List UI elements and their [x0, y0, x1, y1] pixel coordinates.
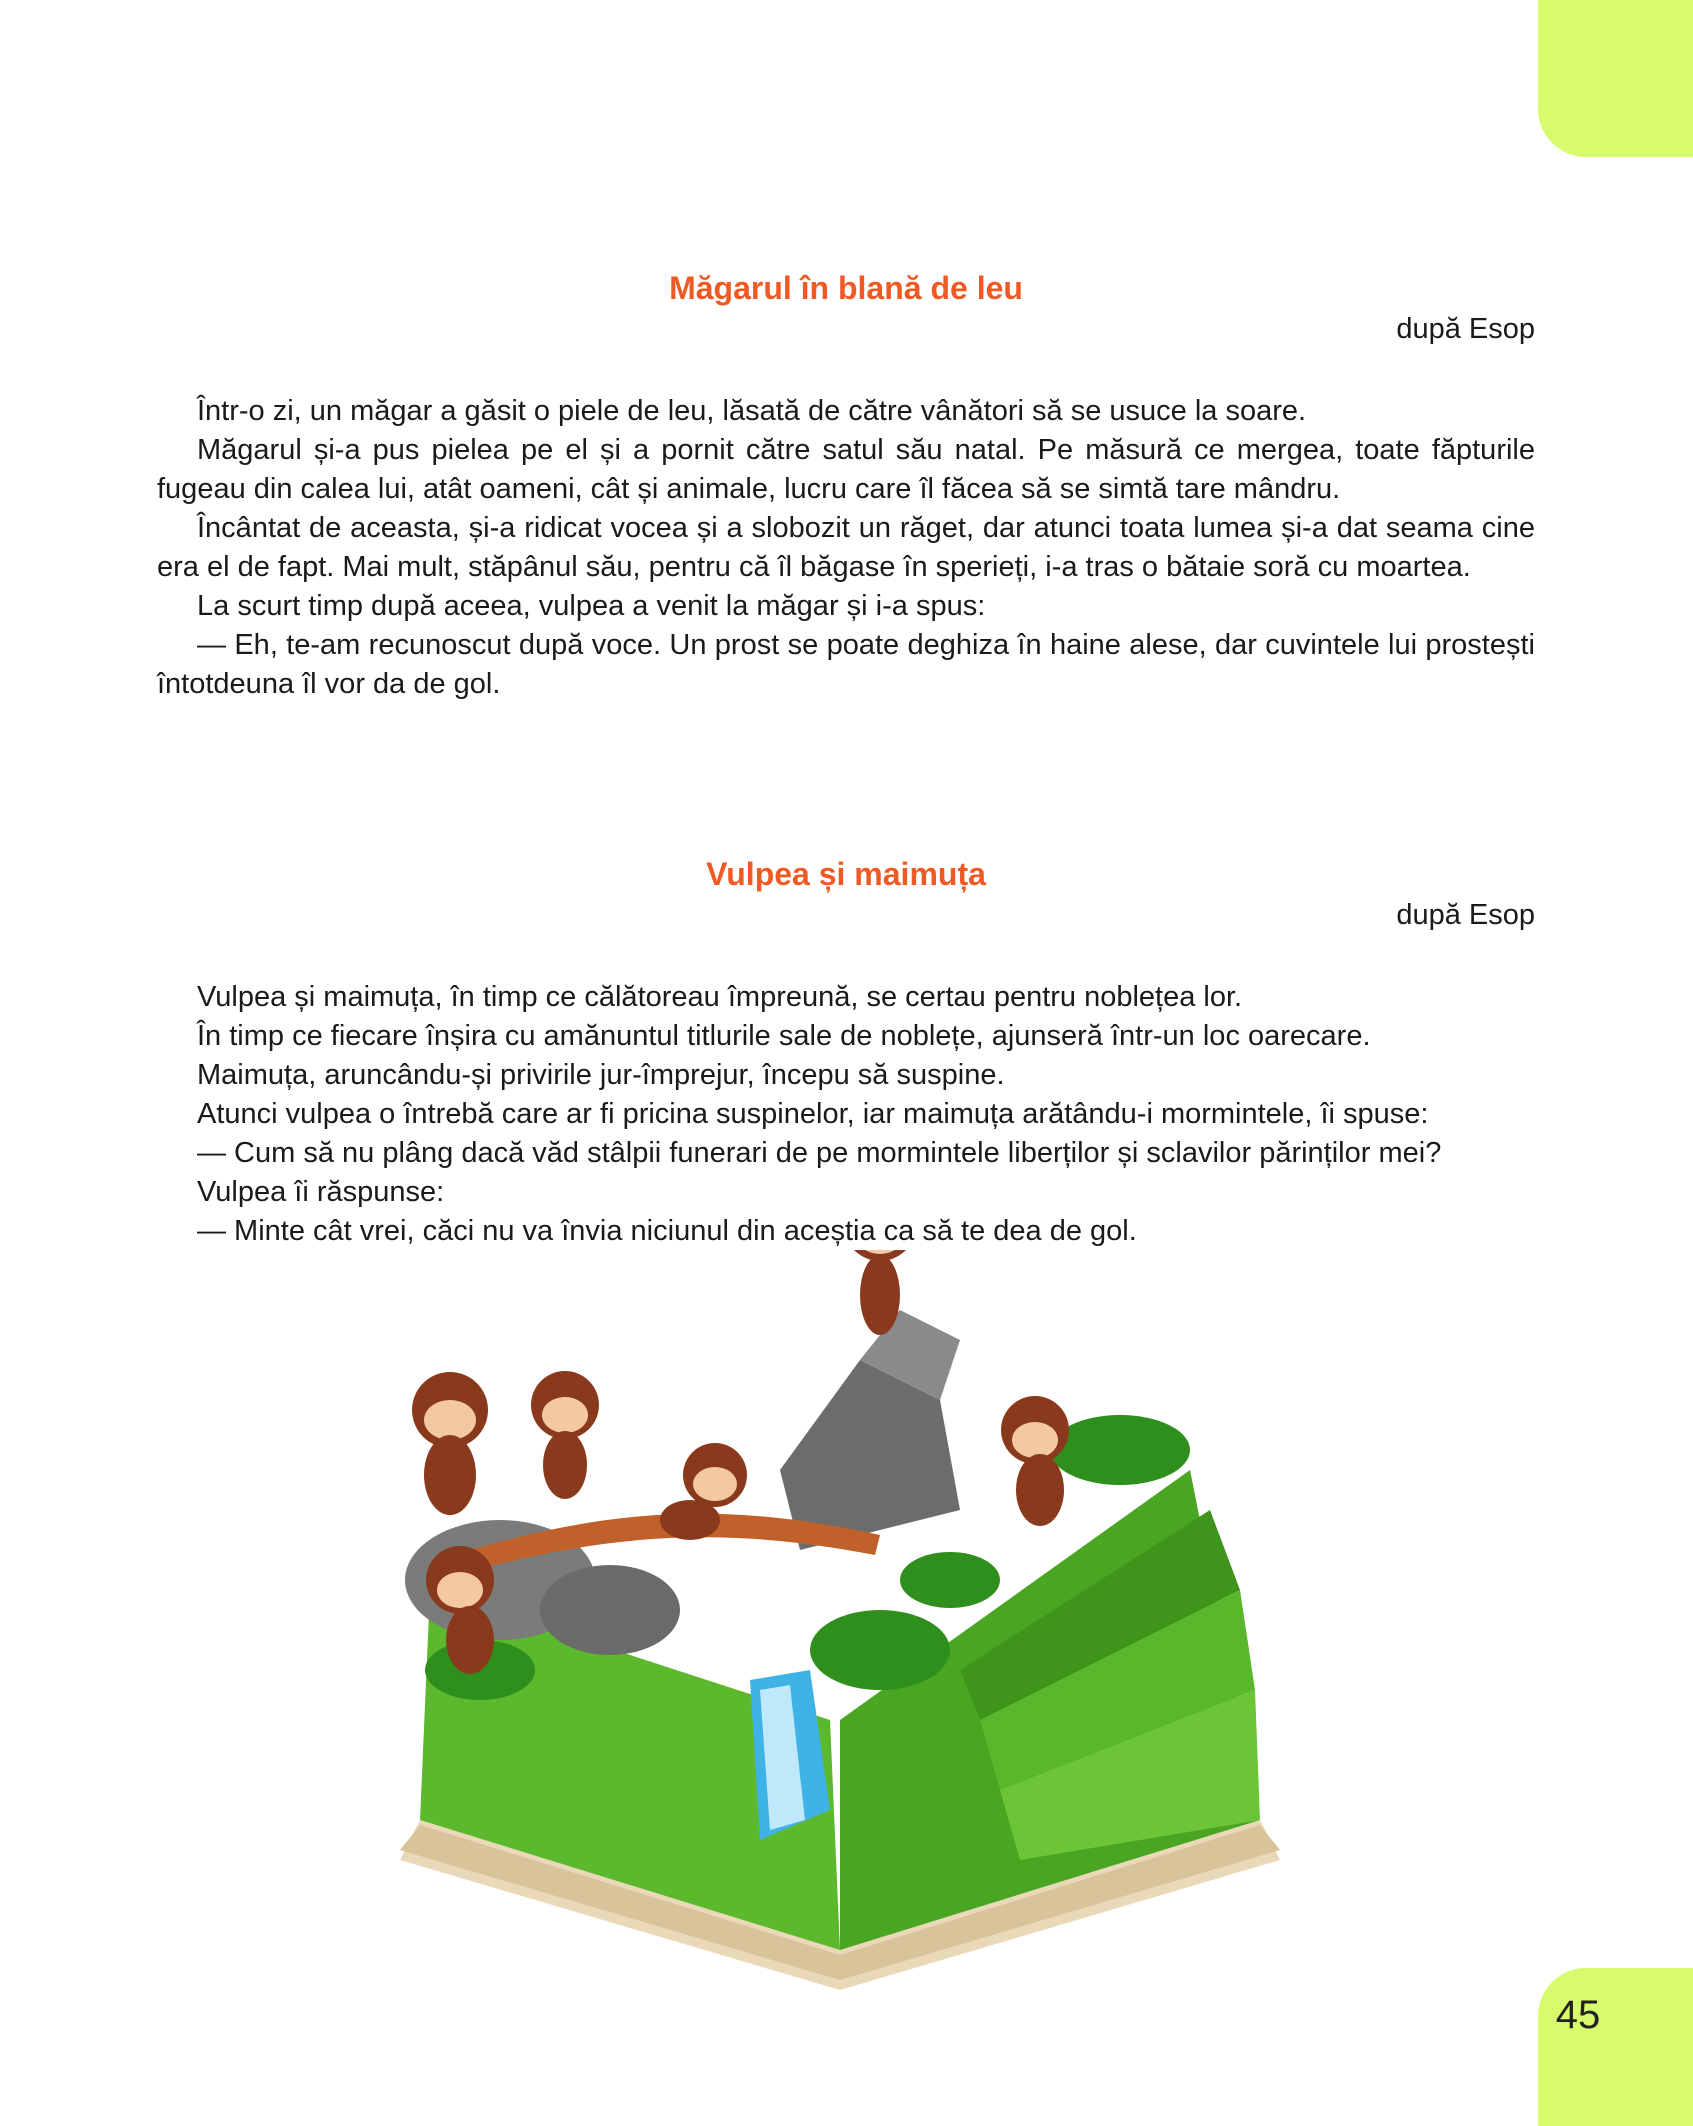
paragraph: Vulpea și maimuța, în timp ce călătoreau împreună, se certau pentru noblețea lor.: [197, 981, 1243, 1013]
story-title: Măgarul în blană de leu: [669, 270, 1023, 306]
pop-up-book-monkeys-illustration: [360, 1250, 1340, 1990]
paragraph: Într-o zi, un măgar a găsit o piele de leu, lăsată de către vânători să se usuce la soare.: [197, 395, 1307, 427]
story-body: [157, 978, 1535, 1251]
paragraph: La scurt timp după aceea, vulpea a venit la măgar și i-a spus:: [197, 590, 986, 622]
monkey-icon: [412, 1372, 488, 1515]
paragraph: Măgarul și-a pus pielea pe el și a pornit către satul său natal. Pe măsură ce mergea, toate făpturile fugeau din calea lui, atât oameni, cât și animale, lucru care îl făcea să se simtă tare mândru.: [157, 434, 1535, 505]
paragraph: — Minte cât vrei, căci nu va învia niciunul din aceștia ca să te dea de gol.: [197, 1215, 1137, 1247]
paragraph: Maimuța, aruncându-și privirile jur-împrejur, începu să suspine.: [197, 1059, 1005, 1091]
corner-tab-top: [1538, 0, 1693, 157]
story-magarul: [157, 268, 1535, 704]
story-author: după Esop: [1396, 313, 1535, 345]
paragraph: În timp ce fiecare înșira cu amănuntul titlurile sale de noblețe, ajunseră într-un loc oarecare.: [197, 1020, 1371, 1052]
paragraph: Vulpea îi răspunse:: [197, 1176, 445, 1208]
story-author: după Esop: [1396, 899, 1535, 931]
story-body: [157, 392, 1535, 704]
monkey-icon: [531, 1371, 599, 1499]
paragraph: Încântat de aceasta, și-a ridicat vocea și a slobozit un răget, dar atunci toata lumea și-a dat seama cine era el de fapt. Mai mult, stăpânul său, pentru că îl băgase în sperieți, i-a tras o bătaie soră cu moartea.: [157, 512, 1535, 583]
story-vulpea: [157, 854, 1535, 1251]
page-number: 45: [1555, 1993, 1601, 2037]
paragraph: Atunci vulpea o întrebă care ar fi pricina suspinelor, iar maimuța arătându-i mormintele, îi spuse:: [197, 1098, 1429, 1130]
paragraph: — Eh, te-am recunoscut după voce. Un prost se poate deghiza în haine alese, dar cuvintele lui prostești întotdeuna îl vor da de gol.: [157, 629, 1535, 700]
story-title: Vulpea și maimuța: [706, 856, 986, 892]
paragraph: — Cum să nu plâng dacă văd stâlpii funerari de pe mormintele liberților și sclavilor părinților mei?: [197, 1137, 1442, 1169]
